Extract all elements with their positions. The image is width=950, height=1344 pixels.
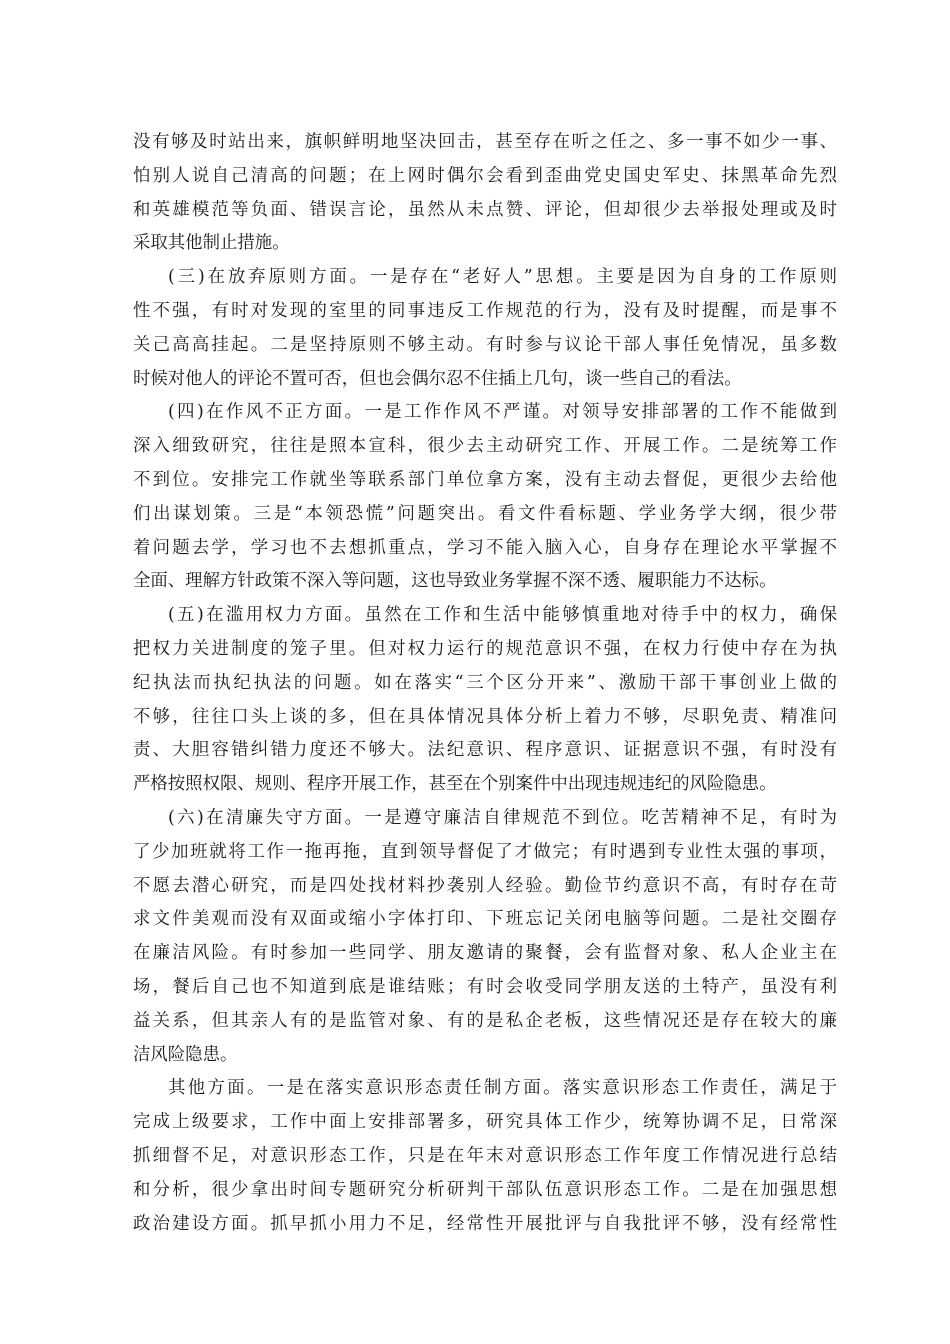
paragraph-section-6 — [133, 802, 837, 1072]
paragraph-continuation — [133, 126, 837, 261]
text-line: 政治建设方面。抓早抓小用力不足，经常性开展批评与自我批评不够，没有经常性 — [133, 1213, 837, 1234]
document-body — [133, 126, 837, 1241]
text-line: (三)在放弃原则方面。一是存在“老好人”思想。主要是因为自身的工作原则 — [168, 267, 837, 288]
text-line: 责、大胆容错纠错力度还不够大。法纪意识、程序意识、证据意识不强，有时没有 — [133, 740, 837, 761]
text-line: 和英雄模范等负面、错误言论，虽然从未点赞、评论，但却很少去举报处理或及时 — [133, 199, 837, 220]
text-line: 其他方面。一是在落实意识形态责任制方面。落实意识形态工作责任，满足于 — [168, 1078, 837, 1099]
text-line: 没有够及时站出来，旗帜鲜明地坚决回击，甚至存在听之任之、多一事不如少一事、 — [133, 132, 837, 152]
text-line: (六)在清廉失守方面。一是遵守廉洁自律规范不到位。吃苦精神不足，有时为 — [168, 807, 837, 828]
text-line: 场，餐后自己也不知道到底是谁结账；有时会收受同学朋友送的土特产，虽没有利 — [133, 976, 837, 997]
text-line: 关己高高挂起。二是坚持原则不够主动。有时参与议论干部人事任免情况，虽多数 — [133, 334, 837, 355]
text-line: 深入细致研究，往往是照本宣科，很少去主动研究工作、开展工作。二是统筹工作 — [133, 436, 837, 457]
text-line: 把权力关进制度的笼子里。但对权力运行的规范意识不强，在权力行使中存在为执 — [133, 638, 837, 659]
text-line: 求文件美观而没有双面或缩小字体打印、下班忘记关闭电脑等问题。二是社交圈存 — [133, 909, 837, 930]
text-line: 不到位。安排完工作就坐等联系部门单位拿方案，没有主动去督促，更很少去给他 — [133, 469, 837, 490]
text-line: 了少加班就将工作一拖再拖，直到领导督促了才做完；有时遇到专业性太强的事项， — [133, 841, 837, 862]
text-line: 性不强，有时对发现的室里的同事违反工作规范的行为，没有及时提醒，而是事不 — [133, 300, 837, 321]
text-line: 抓细督不足，对意识形态工作，只是在年末对意识形态工作年度工作情况进行总结 — [133, 1145, 837, 1166]
text-line: 们出谋划策。三是“本领恐慌”问题突出。看文件看标题、学业务学大纲，很少带 — [133, 503, 837, 524]
text-line: 时候对他人的评论不置可否，但也会偶尔忍不住插上几句，谈一些自己的看法。 — [133, 368, 742, 389]
text-line: 不愿去潜心研究，而是四处找材料抄袭别人经验。勤俭节约意识不高，有时存在苛 — [133, 875, 837, 896]
paragraph-section-3 — [133, 261, 837, 396]
text-line: 益关系，但其亲人有的是监管对象、有的是私企老板，这些情况还是存在较大的廉 — [133, 1010, 837, 1031]
text-line: 着问题去学，学习也不去想抓重点，学习不能入脑入心，自身存在理论水平掌握不 — [133, 537, 837, 558]
text-line: 全面、理解方针政策不深入等问题，这也导致业务掌握不深不透、履职能力不达标。 — [133, 571, 777, 592]
text-line: 在廉洁风险。有时参加一些同学、朋友邀请的聚餐，会有监督对象、私人企业主在 — [133, 943, 837, 964]
text-line: 完成上级要求，工作中面上安排部署多，研究具体工作少，统筹协调不足，日常深 — [133, 1112, 837, 1133]
text-line: 怕别人说自己清高的问题；在上网时偶尔会看到歪曲党史国史军史、抹黑革命先烈 — [133, 165, 837, 186]
text-line: 和分析，很少拿出时间专题研究分析研判干部队伍意识形态工作。二是在加强思想 — [133, 1179, 837, 1200]
text-line: 采取其他制止措施。 — [133, 233, 290, 254]
text-line: 不够，往往口头上谈的多，但在具体情况具体分析上着力不够，尽职免责、精准问 — [133, 706, 837, 727]
text-line: (五)在滥用权力方面。虽然在工作和生活中能够慎重地对待手中的权力，确保 — [168, 605, 837, 626]
text-line: 纪执法而执纪执法的问题。如在落实“三个区分开来”、激励干部干事创业上做的 — [133, 672, 837, 693]
text-line: 严格按照权限、规则、程序开展工作，甚至在个别案件中出现违规违纪的风险隐患。 — [133, 774, 777, 795]
text-line: (四)在作风不正方面。一是工作作风不严谨。对领导安排部署的工作不能做到 — [168, 402, 837, 423]
paragraph-other-aspects — [133, 1072, 837, 1241]
paragraph-section-5 — [133, 599, 837, 802]
text-line: 洁风险隐患。 — [133, 1044, 238, 1065]
paragraph-section-4 — [133, 396, 837, 599]
